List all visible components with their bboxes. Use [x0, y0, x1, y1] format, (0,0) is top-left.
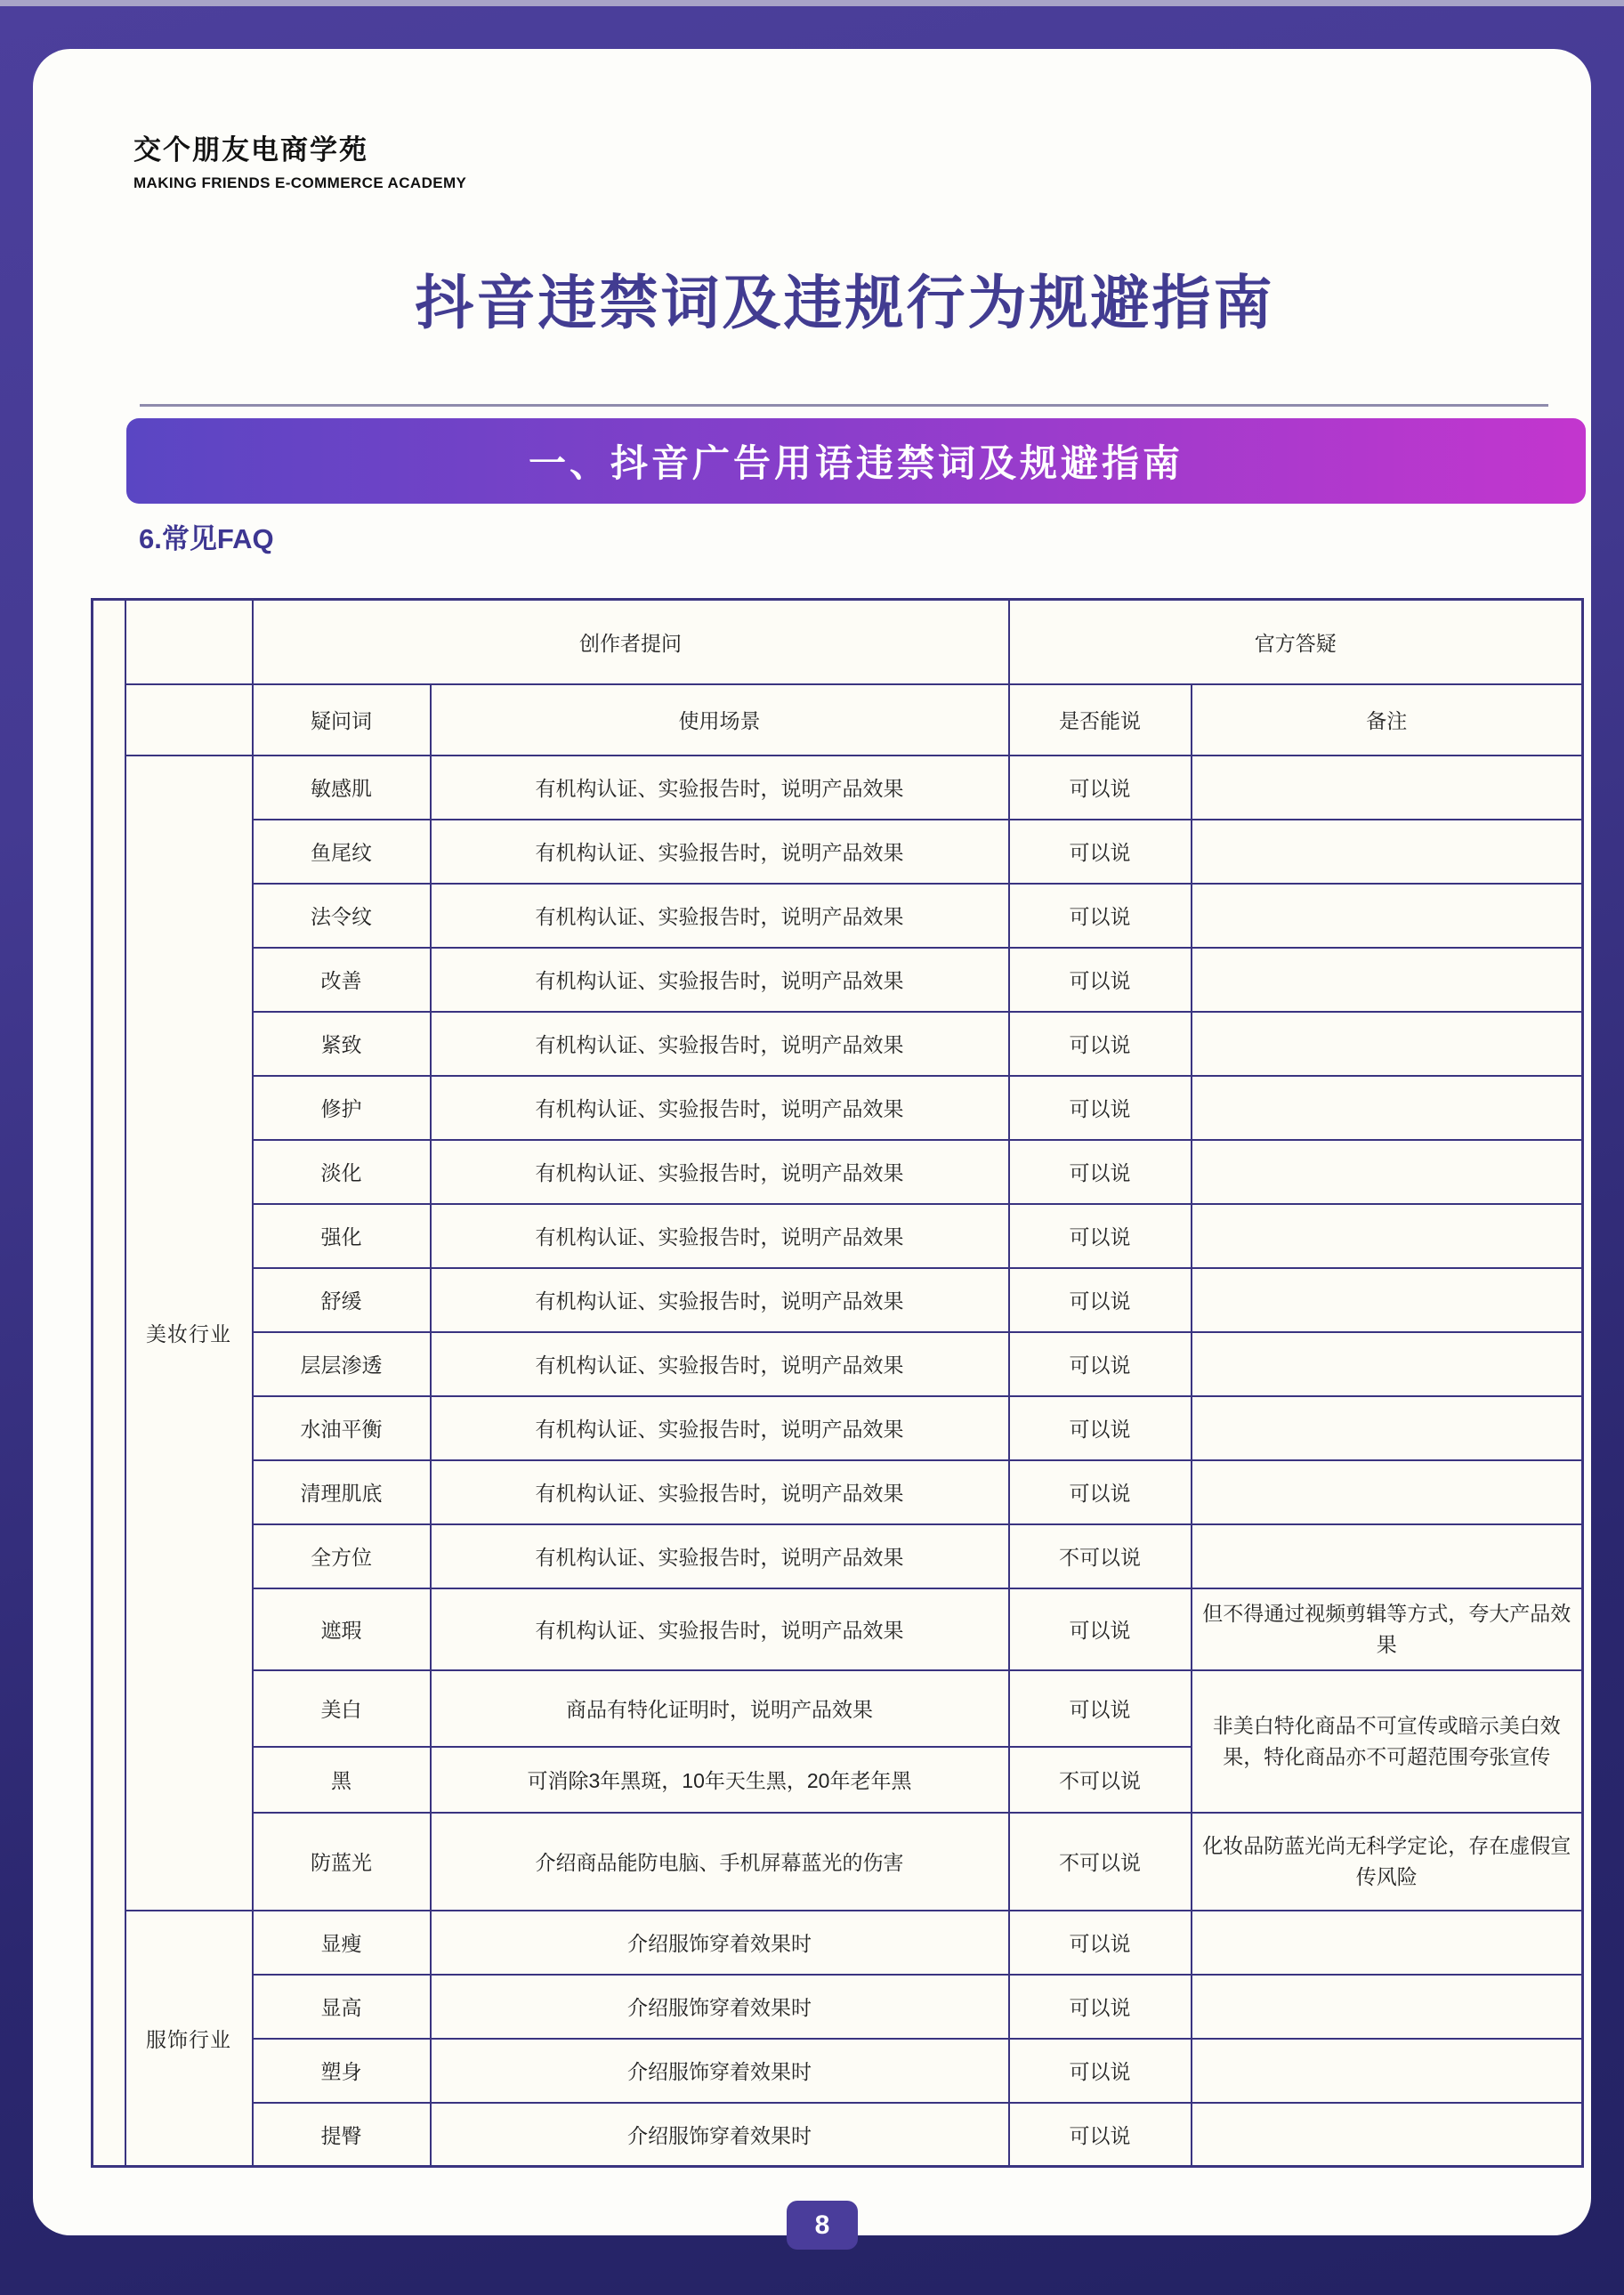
- table-row: [93, 1975, 1583, 2039]
- remark-cell: [1192, 820, 1583, 884]
- can-say-cell: 可以说: [1009, 1204, 1192, 1268]
- page-number-badge: 8: [787, 2201, 858, 2250]
- remark-cell: 化妆品防蓝光尚无科学定论，存在虚假宣传风险: [1192, 1813, 1583, 1911]
- can-say-cell: 可以说: [1009, 1975, 1192, 2039]
- can-say-cell: 可以说: [1009, 1140, 1192, 1204]
- can-say-cell: 可以说: [1009, 756, 1192, 820]
- usage-scenario-cell: 有机构认证、实验报告时，说明产品效果: [431, 756, 1009, 820]
- table-row: [93, 756, 1583, 820]
- usage-scenario-cell: 有机构认证、实验报告时，说明产品效果: [431, 1460, 1009, 1524]
- column-header-2: 是否能说: [1009, 684, 1192, 756]
- usage-scenario-cell: 有机构认证、实验报告时，说明产品效果: [431, 1012, 1009, 1076]
- usage-scenario-cell: 有机构认证、实验报告时，说明产品效果: [431, 1396, 1009, 1460]
- question-word-cell: 遮瑕: [253, 1588, 431, 1670]
- usage-scenario-cell: 介绍服饰穿着效果时: [431, 1975, 1009, 2039]
- usage-scenario-cell: 有机构认证、实验报告时，说明产品效果: [431, 1332, 1009, 1396]
- question-word-cell: 塑身: [253, 2039, 431, 2103]
- question-word-cell: 清理肌底: [253, 1460, 431, 1524]
- usage-scenario-cell: 介绍服饰穿着效果时: [431, 1911, 1009, 1975]
- question-word-cell: 黑: [253, 1747, 431, 1813]
- page-card: [33, 49, 1591, 2240]
- question-word-cell: 法令纹: [253, 884, 431, 948]
- usage-scenario-cell: 有机构认证、实验报告时，说明产品效果: [431, 1268, 1009, 1332]
- question-word-cell: 敏感肌: [253, 756, 431, 820]
- question-word-cell: 舒缓: [253, 1268, 431, 1332]
- can-say-cell: 可以说: [1009, 948, 1192, 1012]
- remark-cell: [1192, 884, 1583, 948]
- industry-category-cell: 美妆行业: [125, 756, 253, 1911]
- column-header-1: 使用场景: [431, 684, 1009, 756]
- can-say-cell: 可以说: [1009, 1268, 1192, 1332]
- question-word-cell: 改善: [253, 948, 431, 1012]
- remark-cell: [1192, 1911, 1583, 1975]
- category-header-empty: [125, 684, 253, 756]
- can-say-cell: 可以说: [1009, 1911, 1192, 1975]
- question-word-cell: 紧致: [253, 1012, 431, 1076]
- usage-scenario-cell: 有机构认证、实验报告时，说明产品效果: [431, 948, 1009, 1012]
- remark-cell: [1192, 1396, 1583, 1460]
- remark-cell: [1192, 2039, 1583, 2103]
- table-row: [93, 2103, 1583, 2167]
- remark-cell: [1192, 948, 1583, 1012]
- table-row: [93, 1076, 1583, 1140]
- remark-cell: [1192, 2103, 1583, 2167]
- can-say-cell: 可以说: [1009, 1588, 1192, 1670]
- table-row: [93, 1204, 1583, 1268]
- can-say-cell: 不可以说: [1009, 1813, 1192, 1911]
- remark-cell: 非美白特化商品不可宣传或暗示美白效果，特化商品亦不可超范围夸张宣传: [1192, 1670, 1583, 1813]
- title-divider: [140, 404, 1548, 407]
- usage-scenario-cell: 商品有特化证明时，说明产品效果: [431, 1670, 1009, 1747]
- table-row: [93, 2039, 1583, 2103]
- category-header-empty: [125, 600, 253, 684]
- table-row: [93, 1911, 1583, 1975]
- question-word-cell: 鱼尾纹: [253, 820, 431, 884]
- can-say-cell: 不可以说: [1009, 1747, 1192, 1813]
- table-row: [93, 1268, 1583, 1332]
- question-word-cell: 显高: [253, 1975, 431, 2039]
- usage-scenario-cell: 有机构认证、实验报告时，说明产品效果: [431, 1076, 1009, 1140]
- table-row: [93, 820, 1583, 884]
- remark-cell: [1192, 1012, 1583, 1076]
- remark-cell: [1192, 1268, 1583, 1332]
- question-word-cell: 显瘦: [253, 1911, 431, 1975]
- table-left-spacer: [93, 600, 125, 2167]
- usage-scenario-cell: 介绍商品能防电脑、手机屏幕蓝光的伤害: [431, 1813, 1009, 1911]
- page-top-strip: [0, 0, 1624, 6]
- usage-scenario-cell: 有机构认证、实验报告时，说明产品效果: [431, 1524, 1009, 1588]
- table-row: [93, 1332, 1583, 1396]
- faq-section-label: 6.常见FAQ: [139, 523, 274, 554]
- usage-scenario-cell: 有机构认证、实验报告时，说明产品效果: [431, 820, 1009, 884]
- page-title: 抖音违禁词及违规行为规避指南: [415, 270, 1275, 335]
- usage-scenario-cell: 有机构认证、实验报告时，说明产品效果: [431, 1588, 1009, 1670]
- can-say-cell: 可以说: [1009, 820, 1192, 884]
- can-say-cell: 可以说: [1009, 2103, 1192, 2167]
- remark-cell: [1192, 1204, 1583, 1268]
- question-word-cell: 强化: [253, 1204, 431, 1268]
- can-say-cell: 可以说: [1009, 2039, 1192, 2103]
- usage-scenario-cell: 有机构认证、实验报告时，说明产品效果: [431, 1140, 1009, 1204]
- table-row: [93, 1140, 1583, 1204]
- table-row: [93, 1460, 1583, 1524]
- question-word-cell: 层层渗透: [253, 1332, 431, 1396]
- question-word-cell: 美白: [253, 1670, 431, 1747]
- remark-cell: [1192, 1975, 1583, 2039]
- usage-scenario-cell: 介绍服饰穿着效果时: [431, 2039, 1009, 2103]
- table-row: [93, 948, 1583, 1012]
- can-say-cell: 可以说: [1009, 1670, 1192, 1747]
- can-say-cell: 可以说: [1009, 1332, 1192, 1396]
- can-say-cell: 可以说: [1009, 1076, 1192, 1140]
- logo-english-name: MAKING FRIENDS E-COMMERCE ACADEMY: [133, 174, 467, 191]
- remark-cell: [1192, 756, 1583, 820]
- remark-cell: [1192, 1140, 1583, 1204]
- faq-table: [91, 598, 1584, 2168]
- can-say-cell: 可以说: [1009, 1396, 1192, 1460]
- question-word-cell: 全方位: [253, 1524, 431, 1588]
- remark-cell: [1192, 1460, 1583, 1524]
- table-row: [93, 1524, 1583, 1588]
- logo-chinese-name: 交个朋友电商学苑: [133, 134, 368, 166]
- academy-logo: [133, 127, 466, 192]
- table-row: [93, 1813, 1583, 1911]
- table-row: [93, 1588, 1583, 1670]
- question-word-cell: 修护: [253, 1076, 431, 1140]
- usage-scenario-cell: 介绍服饰穿着效果时: [431, 2103, 1009, 2167]
- usage-scenario-cell: 有机构认证、实验报告时，说明产品效果: [431, 1204, 1009, 1268]
- industry-category-cell: 服饰行业: [125, 1911, 253, 2167]
- usage-scenario-cell: 有机构认证、实验报告时，说明产品效果: [431, 884, 1009, 948]
- remark-cell: [1192, 1076, 1583, 1140]
- question-word-cell: 水油平衡: [253, 1396, 431, 1460]
- table-row: [93, 884, 1583, 948]
- usage-scenario-cell: 可消除3年黑斑，10年天生黑，20年老年黑: [431, 1747, 1009, 1813]
- can-say-cell: 可以说: [1009, 1460, 1192, 1524]
- question-word-cell: 淡化: [253, 1140, 431, 1204]
- remark-cell: [1192, 1524, 1583, 1588]
- creator-question-header: 创作者提问: [253, 600, 1009, 684]
- official-answer-header: 官方答疑: [1009, 600, 1583, 684]
- column-header-3: 备注: [1192, 684, 1583, 756]
- can-say-cell: 不可以说: [1009, 1524, 1192, 1588]
- column-header-0: 疑问词: [253, 684, 431, 756]
- question-word-cell: 提臀: [253, 2103, 431, 2167]
- can-say-cell: 可以说: [1009, 1012, 1192, 1076]
- section-banner: 一、抖音广告用语违禁词及规避指南: [126, 418, 1586, 504]
- can-say-cell: 可以说: [1009, 884, 1192, 948]
- remark-cell: [1192, 1332, 1583, 1396]
- table-row: [93, 1670, 1583, 1747]
- remark-cell: 但不得通过视频剪辑等方式，夸大产品效果: [1192, 1588, 1583, 1670]
- table-row: [93, 1396, 1583, 1460]
- question-word-cell: 防蓝光: [253, 1813, 431, 1911]
- table-row: [93, 1012, 1583, 1076]
